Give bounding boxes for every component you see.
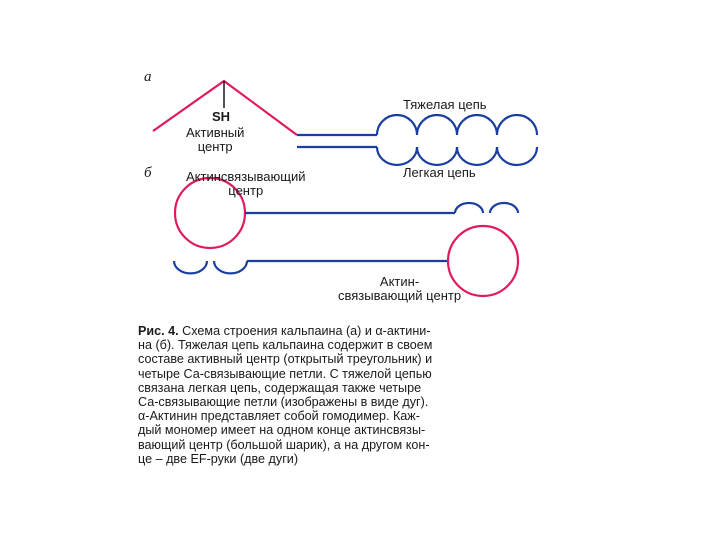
ef-hand-arc-top [455,203,483,213]
light-chain-label: Легкая цепь [403,165,476,180]
sh-label: SH [212,109,231,124]
heavy-chain-loop [457,115,497,135]
light-chain-loop [457,147,497,165]
light-chain-loop [497,147,537,165]
light-chain-loop [377,147,417,165]
ef-hand-arc-bottom [214,261,247,273]
panel-b-marker: б [144,165,152,181]
ef-hand-arc-top [490,203,518,213]
heavy-chain-loop [417,115,457,135]
actin-binding-top-label: Актинсвязывающий центр [186,169,306,198]
light-chain-loop [417,147,457,165]
caption-text: Схема строения кальпаина (а) и α-актини- на (б). Тяжелая цепь кальпаина содержит в своем составе активный центр (открытый треугольник) и четыре Са-связывающие петли. С тяжелой цепью связана легкая цепь, содержащая также четыре Са-связывающие петли (изображены в виде дуг). α-Актинин представляет собой гомодимер. Каж- дый мономер имеет на одном конце актинсвязы- вающий центр (большой шарик), а на другом кон- це – две EF-руки (две дуги) [138,324,433,466]
caption-title: Рис. 4. [138,324,179,338]
heavy-chain-loop [377,115,417,135]
actin-binding-bottom-label: Актин- связывающий центр [338,274,462,303]
heavy-chain-label: Тяжелая цепь [403,97,487,112]
ef-hand-arc-bottom [174,261,207,273]
figure-caption [138,324,568,466]
active-center-label: Активный центр [186,125,245,154]
heavy-chain-loop [497,115,537,135]
panel-a-marker: а [144,69,152,85]
